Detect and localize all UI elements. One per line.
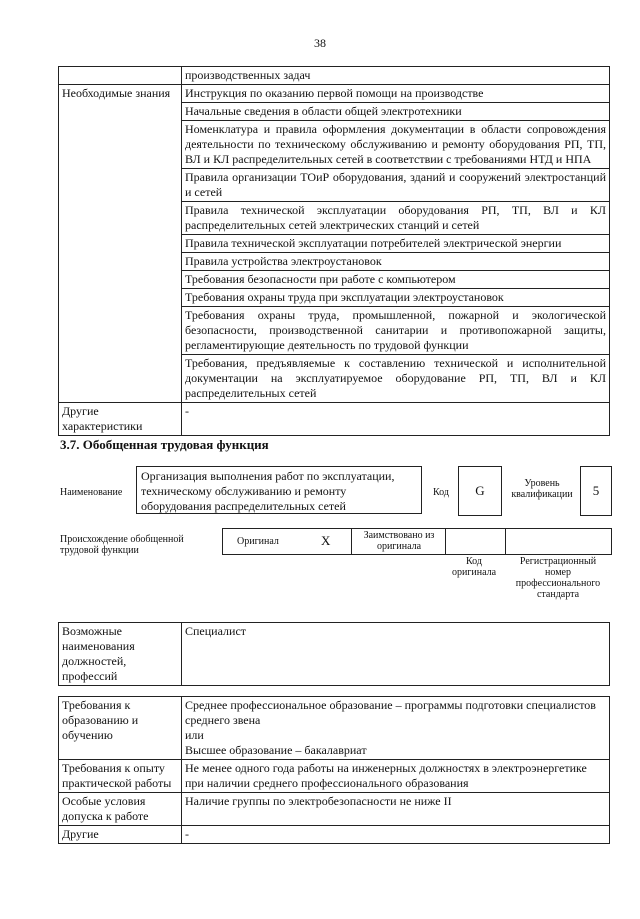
knowledge-item: Правила технической эксплуатации оборудования РП, ТП, ВЛ и КЛ распределительных сетей электрических станций и сетей bbox=[182, 202, 610, 235]
original-label: Оригинал bbox=[237, 536, 279, 547]
knowledge-item: Требования охраны труда при эксплуатации электроустановок bbox=[182, 289, 610, 307]
name-label: Наименование bbox=[60, 487, 123, 498]
knowledge-item: Требования безопасности при работе с компьютером bbox=[182, 271, 610, 289]
other-label: Другие bbox=[59, 826, 182, 844]
origin-box bbox=[222, 528, 612, 555]
section-title: 3.7. Обобщенная трудовая функция bbox=[60, 437, 269, 452]
education-label: Требования к образованию и обучению bbox=[59, 697, 182, 760]
knowledge-item: Требования, предъявляемые к составлению технической и исполнительной документации на эксплуатируемое оборудование РП, ТП, ВЛ и КЛ распределительных сетей bbox=[182, 355, 610, 403]
education-value bbox=[182, 697, 610, 760]
qualification-level: 5 bbox=[580, 466, 612, 516]
code-label: Код bbox=[433, 487, 449, 498]
special-conditions-label: Особые условия допуска к работе bbox=[59, 793, 182, 826]
experience-label: Требования к опыту практической работы bbox=[59, 760, 182, 793]
knowledge-item: Правила устройства электроустановок bbox=[182, 253, 610, 271]
knowledge-table bbox=[58, 66, 610, 436]
education-line: Среднее профессиональное образование – программы подготовки специалистов среднего звена bbox=[185, 698, 596, 727]
education-line: или bbox=[185, 728, 204, 742]
borrowed-label: Заимствовано из оригинала bbox=[363, 530, 435, 552]
knowledge-continuation: производственных задач bbox=[182, 67, 610, 85]
other-characteristics-label: Другие характеристики bbox=[59, 403, 182, 436]
function-code: G bbox=[458, 466, 502, 516]
knowledge-item: Номенклатура и правила оформления документации в области сопровождения деятельности по техническому обслуживанию и ремонту оборудования РП, ТП, ВЛ и КЛ распределительных сетей в соответствии с требованиями НТД и НПА bbox=[182, 121, 610, 169]
original-mark: X bbox=[321, 533, 331, 548]
origin-label: Происхождение обобщенной трудовой функции bbox=[60, 534, 184, 556]
positions-table bbox=[58, 622, 610, 686]
other-value: - bbox=[182, 826, 610, 844]
positions-label: Возможные наименования должностей, профессий bbox=[59, 623, 182, 686]
special-conditions-value: Наличие группы по электробезопасности не ниже II bbox=[182, 793, 610, 826]
requirements-table bbox=[58, 696, 610, 844]
knowledge-item: Требования охраны труда, промышленной, пожарной и экологической безопасности, производственной санитарии и противопожарной защиты, регламентирующие деятельность по трудовой функции bbox=[182, 307, 610, 355]
experience-value: Не менее одного года работы на инженерных должностях в электроэнергетике при наличии среднего профессионального образования bbox=[182, 760, 610, 793]
knowledge-label: Необходимые знания bbox=[59, 85, 182, 403]
knowledge-item: Начальные сведения в области общей электротехники bbox=[182, 103, 610, 121]
level-label: Уровень квалификации bbox=[511, 478, 573, 500]
code-original-caption: Код оригинала bbox=[451, 556, 497, 578]
knowledge-item: Инструкция по оказанию первой помощи на производстве bbox=[182, 85, 610, 103]
other-characteristics-value: - bbox=[182, 403, 610, 436]
reg-number-caption: Регистрационный номер профессионального стандарта bbox=[515, 556, 601, 600]
knowledge-item: Правила технической эксплуатации потребителей электрической энергии bbox=[182, 235, 610, 253]
positions-value: Специалист bbox=[182, 623, 610, 686]
function-name: Организация выполнения работ по эксплуатации, техническому обслуживанию и ремонту оборудования распределительных сетей bbox=[136, 466, 422, 514]
education-line: Высшее образование – бакалавриат bbox=[185, 743, 367, 757]
knowledge-item: Правила организации ТОиР оборудования, зданий и сооружений электростанций и сетей bbox=[182, 169, 610, 202]
page-number: 38 bbox=[314, 36, 326, 50]
